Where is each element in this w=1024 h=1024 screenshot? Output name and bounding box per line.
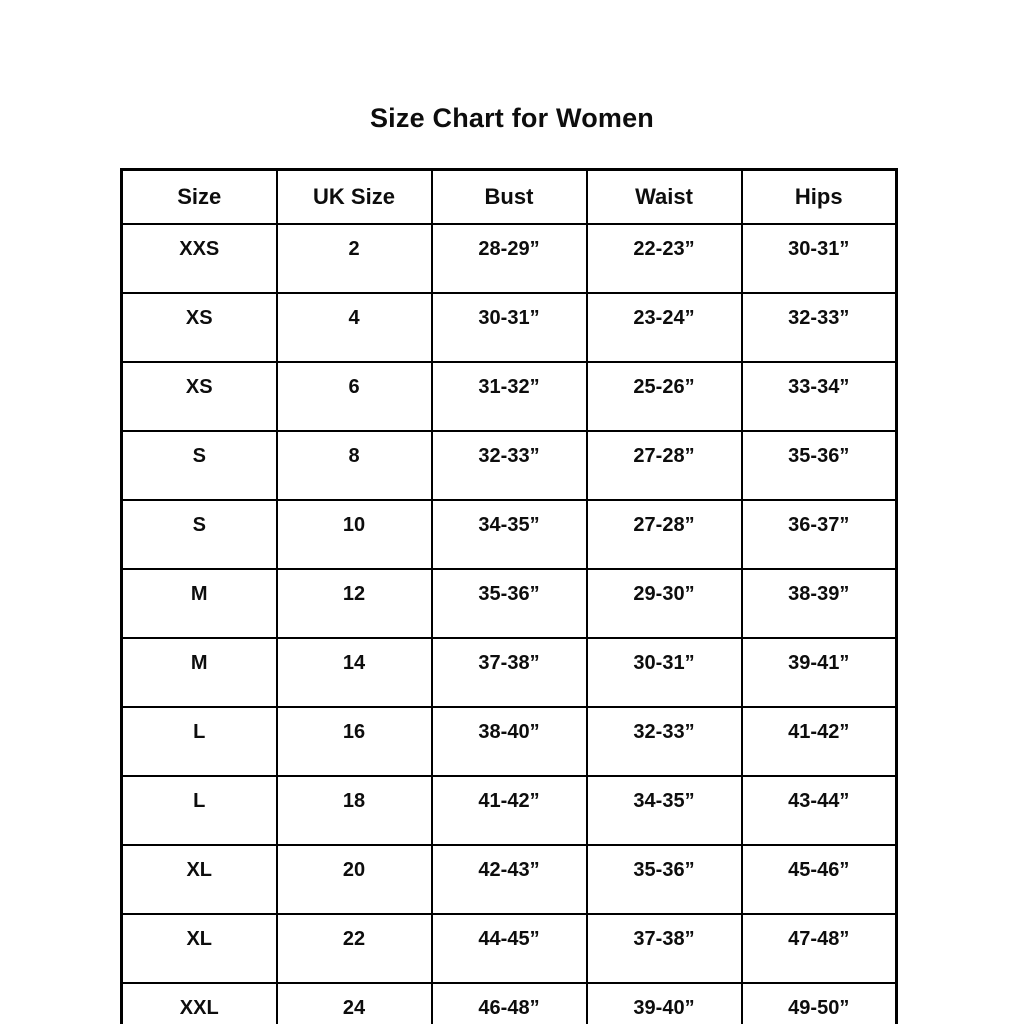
table-row: [122, 431, 897, 500]
table-cell: 41-42”: [742, 707, 897, 776]
table-cell: 38-40”: [432, 707, 587, 776]
table-cell: 20: [277, 845, 432, 914]
table-cell: L: [122, 776, 277, 845]
table-cell: 49-50”: [742, 983, 897, 1024]
table-row: [122, 914, 897, 983]
table-cell: 25-26”: [587, 362, 742, 431]
table-header-row: [122, 170, 897, 225]
table-header-cell: UK Size: [277, 170, 432, 225]
table-cell: 34-35”: [587, 776, 742, 845]
table-cell: 27-28”: [587, 431, 742, 500]
table-row: [122, 569, 897, 638]
table-cell: 6: [277, 362, 432, 431]
table-cell: 29-30”: [587, 569, 742, 638]
table-cell: 8: [277, 431, 432, 500]
table-cell: 32-33”: [742, 293, 897, 362]
table-cell: 39-41”: [742, 638, 897, 707]
table-row: [122, 707, 897, 776]
table-cell: 32-33”: [587, 707, 742, 776]
table-cell: 28-29”: [432, 224, 587, 293]
table-cell: 41-42”: [432, 776, 587, 845]
table-cell: 31-32”: [432, 362, 587, 431]
table-cell: XXS: [122, 224, 277, 293]
table-cell: 32-33”: [432, 431, 587, 500]
table-cell: 22: [277, 914, 432, 983]
table-cell: 35-36”: [587, 845, 742, 914]
table-cell: 39-40”: [587, 983, 742, 1024]
table-row: [122, 224, 897, 293]
table-cell: 12: [277, 569, 432, 638]
table-cell: S: [122, 500, 277, 569]
table-header-cell: Waist: [587, 170, 742, 225]
table-row: [122, 845, 897, 914]
table-cell: S: [122, 431, 277, 500]
table-row: [122, 293, 897, 362]
table-row: [122, 500, 897, 569]
table-cell: 34-35”: [432, 500, 587, 569]
table-cell: 47-48”: [742, 914, 897, 983]
table-cell: 45-46”: [742, 845, 897, 914]
table-cell: 24: [277, 983, 432, 1024]
table-cell: 35-36”: [742, 431, 897, 500]
table-cell: 4: [277, 293, 432, 362]
size-chart-table: [120, 168, 898, 1024]
table-cell: 30-31”: [432, 293, 587, 362]
table-cell: 22-23”: [587, 224, 742, 293]
table-cell: 14: [277, 638, 432, 707]
table-body: [122, 224, 897, 1024]
table-cell: 46-48”: [432, 983, 587, 1024]
table-cell: XS: [122, 362, 277, 431]
table-cell: 23-24”: [587, 293, 742, 362]
table-head: [122, 170, 897, 225]
table-cell: 37-38”: [587, 914, 742, 983]
table-cell: M: [122, 569, 277, 638]
table-cell: 42-43”: [432, 845, 587, 914]
table-cell: XL: [122, 914, 277, 983]
table-cell: 44-45”: [432, 914, 587, 983]
table-cell: 10: [277, 500, 432, 569]
table-cell: 37-38”: [432, 638, 587, 707]
table-cell: L: [122, 707, 277, 776]
table-header-cell: Bust: [432, 170, 587, 225]
table-cell: 43-44”: [742, 776, 897, 845]
table-header-cell: Hips: [742, 170, 897, 225]
table-cell: 30-31”: [742, 224, 897, 293]
table-row: [122, 362, 897, 431]
table-row: [122, 776, 897, 845]
table-cell: XXL: [122, 983, 277, 1024]
table-cell: XS: [122, 293, 277, 362]
table-cell: 36-37”: [742, 500, 897, 569]
table-cell: 35-36”: [432, 569, 587, 638]
table-cell: M: [122, 638, 277, 707]
table-cell: 30-31”: [587, 638, 742, 707]
table-row: [122, 638, 897, 707]
table-cell: 16: [277, 707, 432, 776]
table-cell: 38-39”: [742, 569, 897, 638]
table-row: [122, 983, 897, 1024]
table-cell: XL: [122, 845, 277, 914]
page-title: Size Chart for Women: [369, 103, 655, 133]
table-header-cell: Size: [122, 170, 277, 225]
table-cell: 18: [277, 776, 432, 845]
table-cell: 33-34”: [742, 362, 897, 431]
table-cell: 27-28”: [587, 500, 742, 569]
table-cell: 2: [277, 224, 432, 293]
